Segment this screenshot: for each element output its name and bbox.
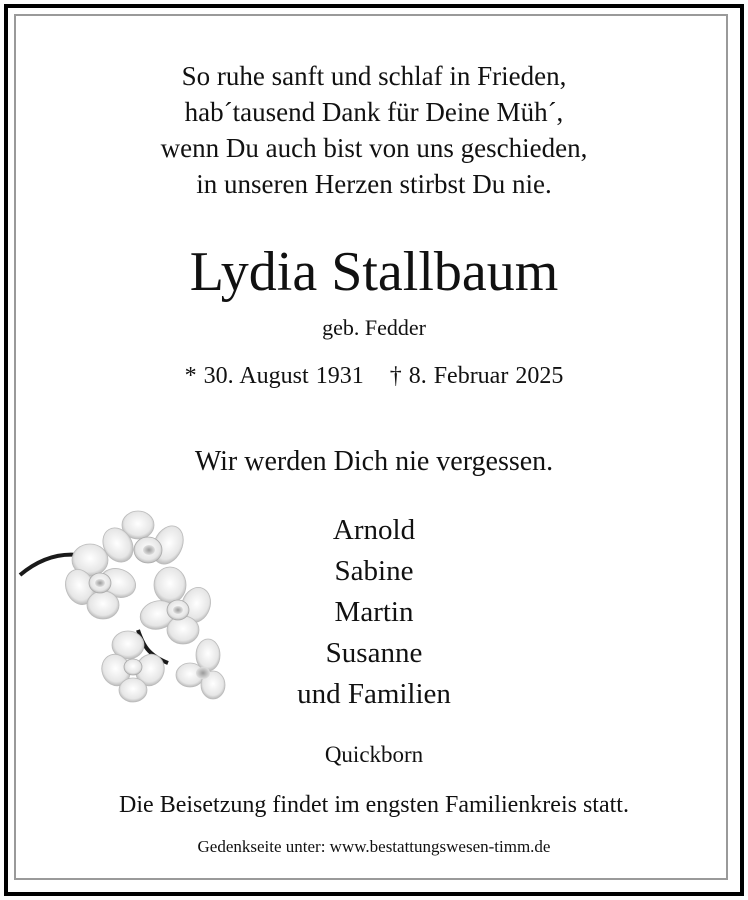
burial-notice: Die Beisetzung findet im engsten Familienkreis statt. bbox=[119, 792, 629, 818]
life-dates bbox=[0, 360, 748, 392]
poem-line-3: wenn Du auch bist von uns geschieden, bbox=[160, 133, 588, 163]
poem-line-2: hab´tausend Dank für Deine Müh´, bbox=[184, 97, 564, 127]
poem-line-4: in unseren Herzen stirbst Du nie. bbox=[196, 169, 552, 199]
poem-line-1: So ruhe sanft und schlaf in Frieden, bbox=[181, 61, 567, 91]
mourner-name: und Familien bbox=[297, 678, 451, 710]
mourner-name: Arnold bbox=[332, 514, 416, 546]
mourner-list bbox=[0, 510, 748, 715]
mourner-name: Martin bbox=[334, 596, 414, 628]
memorial-website: Gedenkseite unter: www.bestattungswesen-timm.de bbox=[197, 837, 551, 856]
farewell-line: Wir werden Dich nie vergessen. bbox=[194, 446, 554, 477]
poem bbox=[0, 58, 748, 202]
deceased-name: Lydia Stallbaum bbox=[189, 241, 559, 303]
birth-date: * 30. August 1931 bbox=[184, 363, 364, 389]
death-date: † 8. Februar 2025 bbox=[389, 363, 564, 389]
mourner-name: Susanne bbox=[325, 637, 423, 669]
mourner-name: Sabine bbox=[334, 555, 414, 587]
maiden-name: geb. Fedder bbox=[322, 315, 426, 340]
place-name: Quickborn bbox=[324, 742, 424, 767]
